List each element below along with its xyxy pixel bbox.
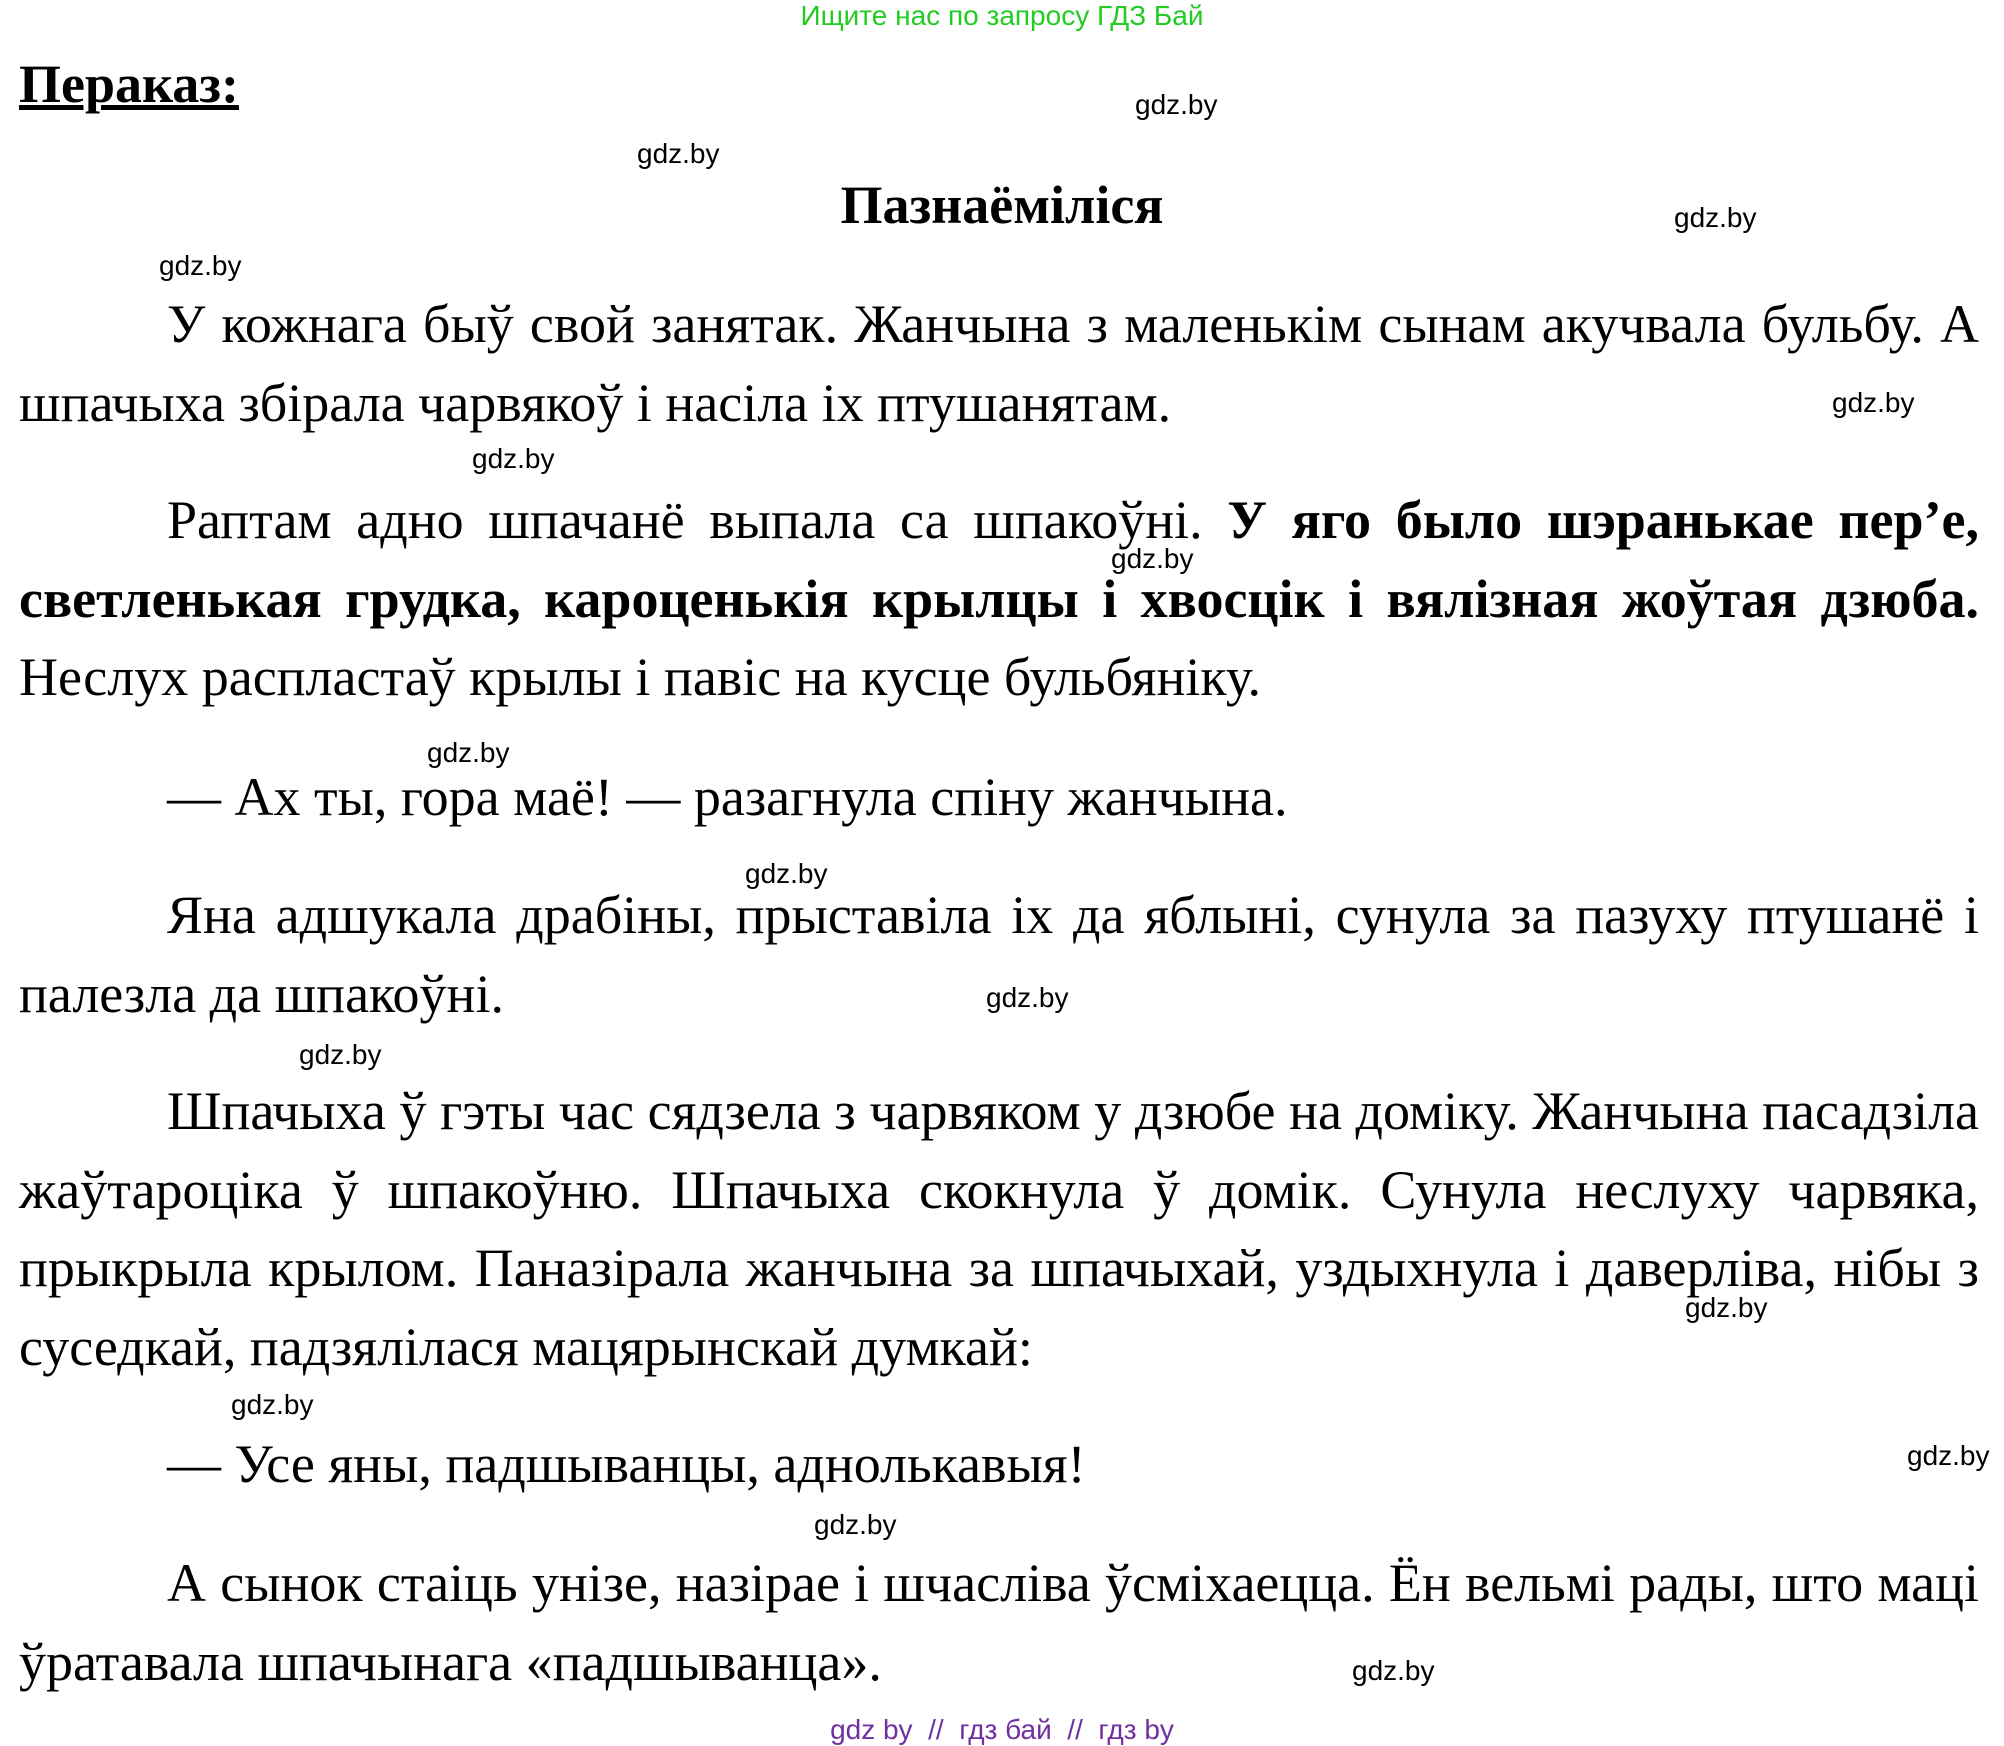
watermark: gdz.by bbox=[1685, 1292, 1768, 1323]
footer-links: gdz by // гдз бай // гдз by bbox=[830, 1714, 1174, 1745]
paragraph-5: А сынок стаіць унізе, назірае і шчасліва ўсміхаецца. Ён вельмі рады, што маці ўратавала шпачынага «падшыванца». bbox=[19, 1553, 1979, 1692]
paragraph-1: У кожнага быў свой занятак. Жанчына з маленькім сынам акучвала бульбу. А шпачыха збірала чарвякоў і насіла іх птушанятам. bbox=[19, 294, 1979, 433]
watermark: gdz.by bbox=[814, 1509, 897, 1540]
paragraph-4: Шпачыха ў гэты час сядзела з чарвяком у дзюбе на доміку. Жанчына пасадзіла жаўтароціка ў шпакоўню. Шпачыха скокнула ў домік. Сунула неслуху чарвяка, прыкрыла крылом. Паназірала жанчына за шпачыхай, уздыхнула і даверліва, нібы з суседкай, падзялілася мацярынскай думкай: bbox=[19, 1081, 1979, 1377]
watermark: gdz.by bbox=[231, 1389, 314, 1420]
watermark: gdz.by bbox=[159, 250, 242, 281]
watermark: gdz.by bbox=[745, 858, 828, 889]
watermark: gdz.by bbox=[637, 138, 720, 169]
watermark: gdz.by bbox=[427, 737, 510, 768]
paragraph-2-bold: У яго было шэранькае пер’е, светленькая грудка, кароценькія крылцы і хвосцік і вялізная жоўтая дзюба. bbox=[19, 490, 1979, 629]
watermark: gdz.by bbox=[472, 443, 555, 474]
watermark: gdz.by bbox=[1352, 1655, 1435, 1686]
watermark: gdz.by bbox=[1674, 202, 1757, 233]
watermark: gdz.by bbox=[1111, 543, 1194, 574]
dialogue-2: — Усе яны, падшыванцы, аднолькавыя! bbox=[167, 1434, 1086, 1494]
story-title: Пазнаёміліся bbox=[840, 175, 1164, 235]
paragraph-2 bbox=[19, 481, 1979, 717]
search-hint: Ищите нас по запросу ГДЗ Бай bbox=[800, 0, 1204, 31]
watermark: gdz.by bbox=[1135, 89, 1218, 120]
dialogue-1: — Ах ты, гора маё! — разагнула спіну жанчына. bbox=[167, 767, 1288, 827]
paragraph-2-end: Неслух распластаў крылы і павіс на кусце бульбяніку. bbox=[19, 647, 1261, 707]
paragraph-2-start: Раптам адно шпачанё выпала са шпакоўні. bbox=[167, 490, 1228, 550]
watermark: gdz.by bbox=[986, 982, 1069, 1013]
watermark: gdz.by bbox=[1832, 387, 1915, 418]
section-heading: Пераказ: bbox=[19, 54, 239, 114]
watermark: gdz.by bbox=[299, 1039, 382, 1070]
watermark: gdz.by bbox=[1907, 1440, 1990, 1471]
paragraph-3: Яна адшукала драбіны, прыставіла іх да яблыні, сунула за пазуху птушанё і палезла да шпакоўні. bbox=[19, 885, 1979, 1024]
